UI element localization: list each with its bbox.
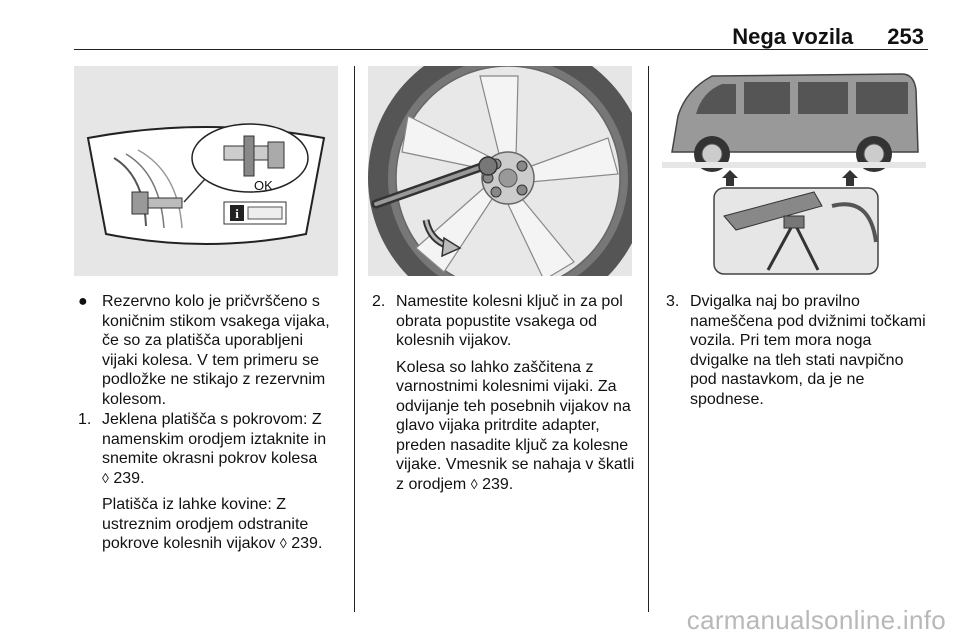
step-2-text: Namestite kolesni ključ in za pol obrata popustite vsakega od kolesnih vijakov. bbox=[396, 293, 623, 349]
bullet-marker: ● bbox=[78, 293, 88, 310]
step-1-number: 1. bbox=[78, 411, 92, 428]
step-1-sub bbox=[78, 495, 340, 554]
header-rule bbox=[74, 49, 928, 50]
step-1-sub-text: Platišča iz lahke kovine: Z ustreznim orodjem odstranite pokrove kolesnih vijakov bbox=[102, 496, 309, 552]
column-divider-1 bbox=[354, 66, 355, 612]
step-2-number: 2. bbox=[372, 293, 386, 310]
page-number: 253 bbox=[887, 24, 924, 49]
figure-spare-wheel-bolt bbox=[74, 66, 338, 276]
figure-vehicle-jack-points bbox=[662, 66, 926, 276]
text-column-3 bbox=[666, 292, 928, 409]
page-reference-icon: ◊ bbox=[470, 475, 478, 492]
text-column-1 bbox=[78, 292, 340, 554]
chapter-title: Nega vozila bbox=[732, 24, 854, 49]
step-1 bbox=[78, 410, 340, 488]
step-2-sub bbox=[372, 358, 640, 495]
figure-ok-label: OK bbox=[254, 178, 273, 193]
step-1-sub-ref: 239. bbox=[291, 535, 323, 552]
step-3 bbox=[666, 292, 928, 409]
info-icon: i bbox=[235, 206, 239, 221]
figure-wheel-wrench bbox=[368, 66, 632, 276]
step-2-sub-ref: 239. bbox=[482, 475, 514, 493]
step-3-number: 3. bbox=[666, 293, 680, 310]
bullet-item bbox=[78, 292, 340, 409]
page-reference-icon: ◊ bbox=[102, 469, 109, 486]
page-reference-icon: ◊ bbox=[279, 535, 287, 551]
bullet-text: Rezervno kolo je pričvrščeno s koničnim stikom vsakega vijaka, če so za platišča uporabljeni vijaki kolesa. V tem primeru se podložke ne stikajo z rezervnim kolesom. bbox=[102, 293, 330, 408]
page-header bbox=[732, 24, 924, 50]
column-divider-2 bbox=[648, 66, 649, 612]
step-1-text: Jeklena platišča s pokrovom: Z namenskim orodjem iztaknite in snemite okrasni pokrov kolesa bbox=[102, 411, 327, 467]
step-2 bbox=[372, 292, 640, 351]
step-3-text: Dvigalka naj bo pravilno nameščena pod dvižnimi točkami vozila. Pri tem mora noga dvigalke na tleh stati navpično pod nastavkom, da je ne spodnese. bbox=[690, 293, 926, 408]
text-column-2 bbox=[372, 292, 640, 494]
watermark: carmanualsonline.info bbox=[686, 605, 946, 635]
step-2-sub-text: Kolesa so lahko zaščitena z varnostnimi kolesnimi vijaki. Za odvijanje teh posebnih vijakov na glavo vijaka pritrdite adapter, preden nasadite ključ za kolesne vijake. Vmesnik se nahaja v škatli z orodjem bbox=[396, 358, 635, 493]
step-1-ref: 239. bbox=[113, 469, 145, 487]
